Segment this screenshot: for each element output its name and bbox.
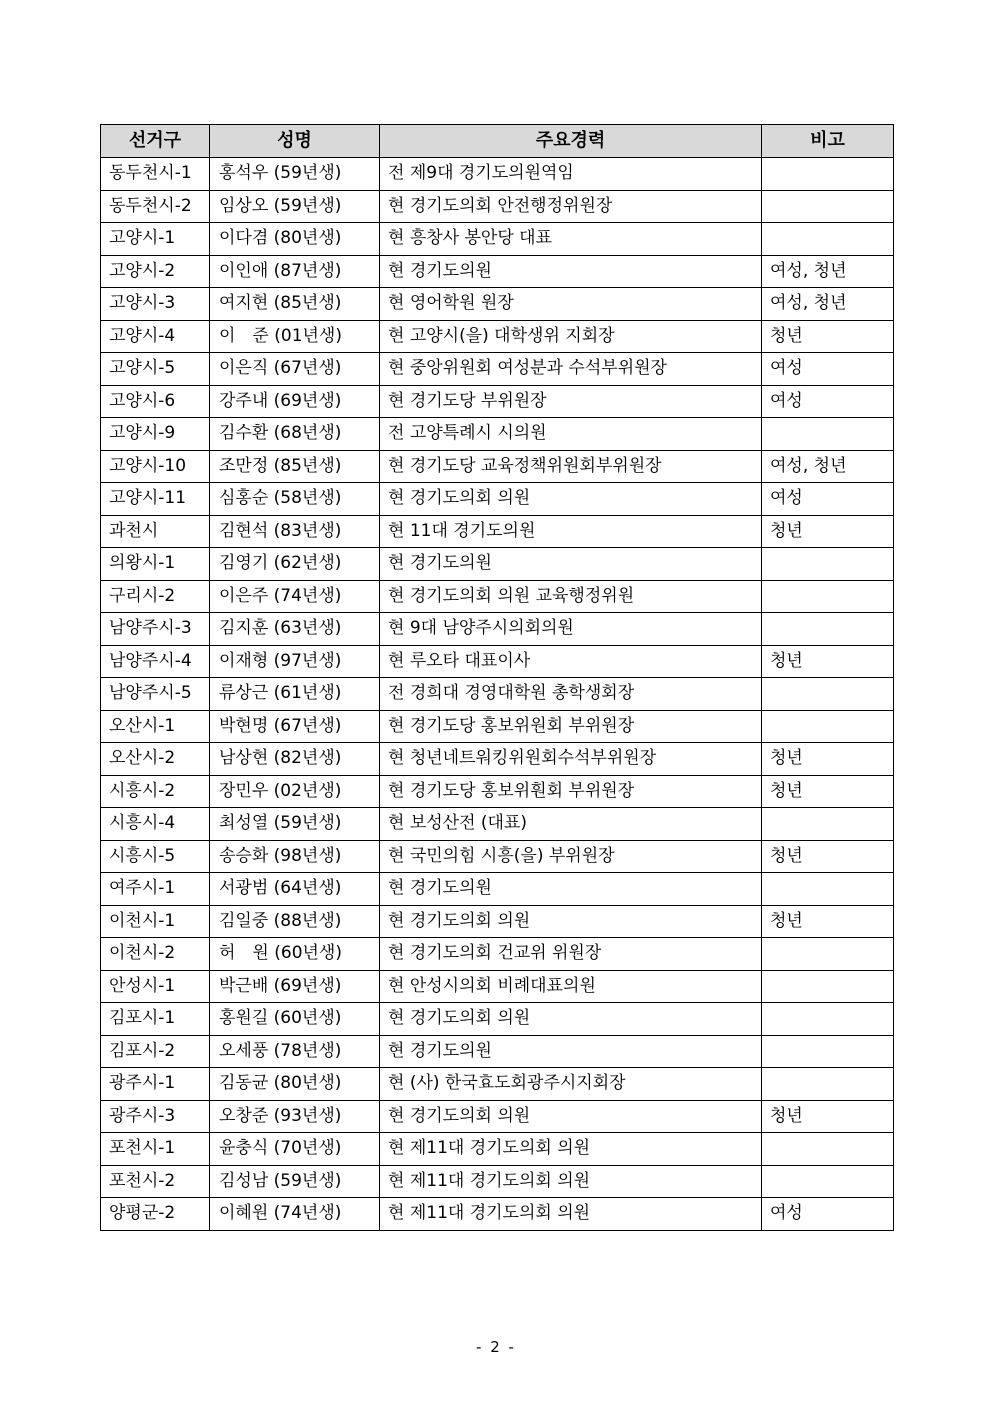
name-cell: 이인애 (87년생) <box>210 255 380 288</box>
name-cell: 김수환 (68년생) <box>210 418 380 451</box>
district-cell: 고양시-4 <box>101 320 210 353</box>
table-row <box>101 1100 894 1133</box>
name-cell: 박현명 (67년생) <box>210 710 380 743</box>
remarks-cell: 청년 <box>762 1100 894 1133</box>
table-row <box>101 1165 894 1198</box>
career-cell: 전 고양특례시 시의원 <box>380 418 762 451</box>
header-remarks: 비고 <box>762 125 894 158</box>
name-cell: 임상오 (59년생) <box>210 190 380 223</box>
district-cell: 남양주시-4 <box>101 645 210 678</box>
table-row <box>101 743 894 776</box>
district-cell: 김포시-2 <box>101 1035 210 1068</box>
district-cell: 포천시-1 <box>101 1133 210 1166</box>
table-row <box>101 255 894 288</box>
name-cell: 이은주 (74년생) <box>210 580 380 613</box>
table-row <box>101 1035 894 1068</box>
table-row <box>101 808 894 841</box>
career-cell: 현 경기도의원 <box>380 873 762 906</box>
table-row <box>101 515 894 548</box>
table-row <box>101 450 894 483</box>
career-cell: 현 중앙위원회 여성분과 수석부위원장 <box>380 353 762 386</box>
career-cell: 현 경기도당 부위원장 <box>380 385 762 418</box>
district-cell: 고양시-11 <box>101 483 210 516</box>
remarks-cell <box>762 1068 894 1101</box>
name-cell: 이은직 (67년생) <box>210 353 380 386</box>
district-cell: 구리시-2 <box>101 580 210 613</box>
district-cell: 김포시-1 <box>101 1003 210 1036</box>
district-cell: 고양시-1 <box>101 223 210 256</box>
remarks-cell: 여성 <box>762 1198 894 1231</box>
name-cell: 류상근 (61년생) <box>210 678 380 711</box>
career-cell: 전 경희대 경영대학원 총학생회장 <box>380 678 762 711</box>
district-cell: 고양시-3 <box>101 288 210 321</box>
career-cell: 현 경기도의회 건교위 위원장 <box>380 938 762 971</box>
table-row <box>101 905 894 938</box>
remarks-cell <box>762 873 894 906</box>
remarks-cell <box>762 710 894 743</box>
remarks-cell: 청년 <box>762 515 894 548</box>
career-cell: 현 경기도의회 의원 <box>380 1100 762 1133</box>
career-cell: 현 청년네트워킹위원회수석부위원장 <box>380 743 762 776</box>
career-cell: 현 경기도당 홍보위원회 부위원장 <box>380 710 762 743</box>
table-row <box>101 645 894 678</box>
district-cell: 고양시-10 <box>101 450 210 483</box>
header-district: 선거구 <box>101 125 210 158</box>
career-cell: 현 안성시의회 비례대표의원 <box>380 970 762 1003</box>
name-cell: 김현석 (83년생) <box>210 515 380 548</box>
district-cell: 포천시-2 <box>101 1165 210 1198</box>
district-cell: 광주시-1 <box>101 1068 210 1101</box>
name-cell: 홍석우 (59년생) <box>210 158 380 191</box>
career-cell: 현 11대 경기도의원 <box>380 515 762 548</box>
career-cell: 현 루오타 대표이사 <box>380 645 762 678</box>
table-row <box>101 548 894 581</box>
remarks-cell <box>762 1003 894 1036</box>
name-cell: 남상현 (82년생) <box>210 743 380 776</box>
remarks-cell <box>762 548 894 581</box>
table-row <box>101 1003 894 1036</box>
career-cell: 현 경기도의회 안전행정위원장 <box>380 190 762 223</box>
remarks-cell: 청년 <box>762 645 894 678</box>
table-row <box>101 580 894 613</box>
remarks-cell: 여성 <box>762 385 894 418</box>
name-cell: 오세풍 (78년생) <box>210 1035 380 1068</box>
name-cell: 윤충식 (70년생) <box>210 1133 380 1166</box>
name-cell: 심홍순 (58년생) <box>210 483 380 516</box>
table-row <box>101 840 894 873</box>
remarks-cell: 여성 <box>762 483 894 516</box>
name-cell: 서광범 (64년생) <box>210 873 380 906</box>
table-row <box>101 418 894 451</box>
table-row <box>101 353 894 386</box>
district-cell: 시흥시-5 <box>101 840 210 873</box>
remarks-cell <box>762 1035 894 1068</box>
table-row <box>101 385 894 418</box>
table-row <box>101 938 894 971</box>
remarks-cell: 여성, 청년 <box>762 288 894 321</box>
district-cell: 여주시-1 <box>101 873 210 906</box>
header-row <box>101 125 894 158</box>
career-cell: 현 (사) 한국효도회광주시지회장 <box>380 1068 762 1101</box>
district-cell: 양평군-2 <box>101 1198 210 1231</box>
remarks-cell: 여성 <box>762 353 894 386</box>
remarks-cell <box>762 1133 894 1166</box>
remarks-cell <box>762 613 894 646</box>
name-cell: 이재형 (97년생) <box>210 645 380 678</box>
career-cell: 현 경기도당 홍보위훤회 부위원장 <box>380 775 762 808</box>
career-cell: 현 영어학원 원장 <box>380 288 762 321</box>
district-cell: 남양주시-5 <box>101 678 210 711</box>
name-cell: 홍원길 (60년생) <box>210 1003 380 1036</box>
name-cell: 허 원 (60년생) <box>210 938 380 971</box>
remarks-cell <box>762 580 894 613</box>
name-cell: 최성열 (59년생) <box>210 808 380 841</box>
name-cell: 김영기 (62년생) <box>210 548 380 581</box>
remarks-cell <box>762 938 894 971</box>
table-body <box>101 158 894 1231</box>
district-cell: 의왕시-1 <box>101 548 210 581</box>
table-row <box>101 873 894 906</box>
career-cell: 현 제11대 경기도의회 의원 <box>380 1133 762 1166</box>
career-cell: 전 제9대 경기도의원역임 <box>380 158 762 191</box>
remarks-cell: 청년 <box>762 905 894 938</box>
table-row <box>101 775 894 808</box>
remarks-cell: 여성, 청년 <box>762 255 894 288</box>
remarks-cell: 여성, 청년 <box>762 450 894 483</box>
name-cell: 김동균 (80년생) <box>210 1068 380 1101</box>
name-cell: 김지훈 (63년생) <box>210 613 380 646</box>
career-cell: 현 경기도의원 <box>380 1035 762 1068</box>
district-cell: 고양시-5 <box>101 353 210 386</box>
remarks-cell: 청년 <box>762 320 894 353</box>
career-cell: 현 국민의힘 시흥(을) 부위원장 <box>380 840 762 873</box>
remarks-cell <box>762 190 894 223</box>
district-cell: 과천시 <box>101 515 210 548</box>
remarks-cell <box>762 223 894 256</box>
table-row <box>101 613 894 646</box>
career-cell: 현 제11대 경기도의회 의원 <box>380 1165 762 1198</box>
name-cell: 김일중 (88년생) <box>210 905 380 938</box>
career-cell: 현 경기도의원 <box>380 255 762 288</box>
district-cell: 시흥시-4 <box>101 808 210 841</box>
career-cell: 현 제11대 경기도의회 의원 <box>380 1198 762 1231</box>
district-cell: 이천시-1 <box>101 905 210 938</box>
table-row <box>101 678 894 711</box>
name-cell: 장민우 (02년생) <box>210 775 380 808</box>
header-career: 주요경력 <box>380 125 762 158</box>
table-row <box>101 970 894 1003</box>
district-cell: 시흥시-2 <box>101 775 210 808</box>
name-cell: 송승화 (98년생) <box>210 840 380 873</box>
district-cell: 이천시-2 <box>101 938 210 971</box>
name-cell: 이 준 (01년생) <box>210 320 380 353</box>
career-cell: 현 경기도의원 <box>380 548 762 581</box>
name-cell: 조만정 (85년생) <box>210 450 380 483</box>
table-row <box>101 223 894 256</box>
name-cell: 여지현 (85년생) <box>210 288 380 321</box>
district-cell: 오산시-1 <box>101 710 210 743</box>
remarks-cell: 청년 <box>762 743 894 776</box>
remarks-cell <box>762 418 894 451</box>
table-row <box>101 320 894 353</box>
table-row <box>101 483 894 516</box>
name-cell: 박근배 (69년생) <box>210 970 380 1003</box>
career-cell: 현 보성산전 (대표) <box>380 808 762 841</box>
career-cell: 현 흥창사 봉안당 대표 <box>380 223 762 256</box>
table-row <box>101 288 894 321</box>
career-cell: 현 9대 남양주시의회의원 <box>380 613 762 646</box>
career-cell: 현 경기도의회 의원 <box>380 1003 762 1036</box>
remarks-cell <box>762 970 894 1003</box>
name-cell: 김성남 (59년생) <box>210 1165 380 1198</box>
career-cell: 현 경기도의회 의원 교육행정위원 <box>380 580 762 613</box>
table-row <box>101 1133 894 1166</box>
table-row <box>101 1198 894 1231</box>
page-number: - 2 - <box>476 1338 516 1356</box>
career-cell: 현 고양시(을) 대학생위 지회장 <box>380 320 762 353</box>
name-cell: 강주내 (69년생) <box>210 385 380 418</box>
table-header <box>101 125 894 158</box>
career-cell: 현 경기도의회 의원 <box>380 905 762 938</box>
district-cell: 동두천시-2 <box>101 190 210 223</box>
name-cell: 이혜원 (74년생) <box>210 1198 380 1231</box>
district-cell: 고양시-9 <box>101 418 210 451</box>
remarks-cell <box>762 1165 894 1198</box>
remarks-cell: 청년 <box>762 840 894 873</box>
table-row <box>101 158 894 191</box>
remarks-cell <box>762 158 894 191</box>
remarks-cell <box>762 808 894 841</box>
name-cell: 오창준 (93년생) <box>210 1100 380 1133</box>
district-cell: 안성시-1 <box>101 970 210 1003</box>
district-cell: 동두천시-1 <box>101 158 210 191</box>
career-cell: 현 경기도당 교육정책위원회부위원장 <box>380 450 762 483</box>
remarks-cell: 청년 <box>762 775 894 808</box>
candidate-table <box>100 124 894 1231</box>
district-cell: 고양시-2 <box>101 255 210 288</box>
district-cell: 오산시-2 <box>101 743 210 776</box>
table-row <box>101 710 894 743</box>
district-cell: 광주시-3 <box>101 1100 210 1133</box>
table-row <box>101 1068 894 1101</box>
district-cell: 남양주시-3 <box>101 613 210 646</box>
table-row <box>101 190 894 223</box>
remarks-cell <box>762 678 894 711</box>
name-cell: 이다겸 (80년생) <box>210 223 380 256</box>
career-cell: 현 경기도의회 의원 <box>380 483 762 516</box>
district-cell: 고양시-6 <box>101 385 210 418</box>
header-name: 성명 <box>210 125 380 158</box>
